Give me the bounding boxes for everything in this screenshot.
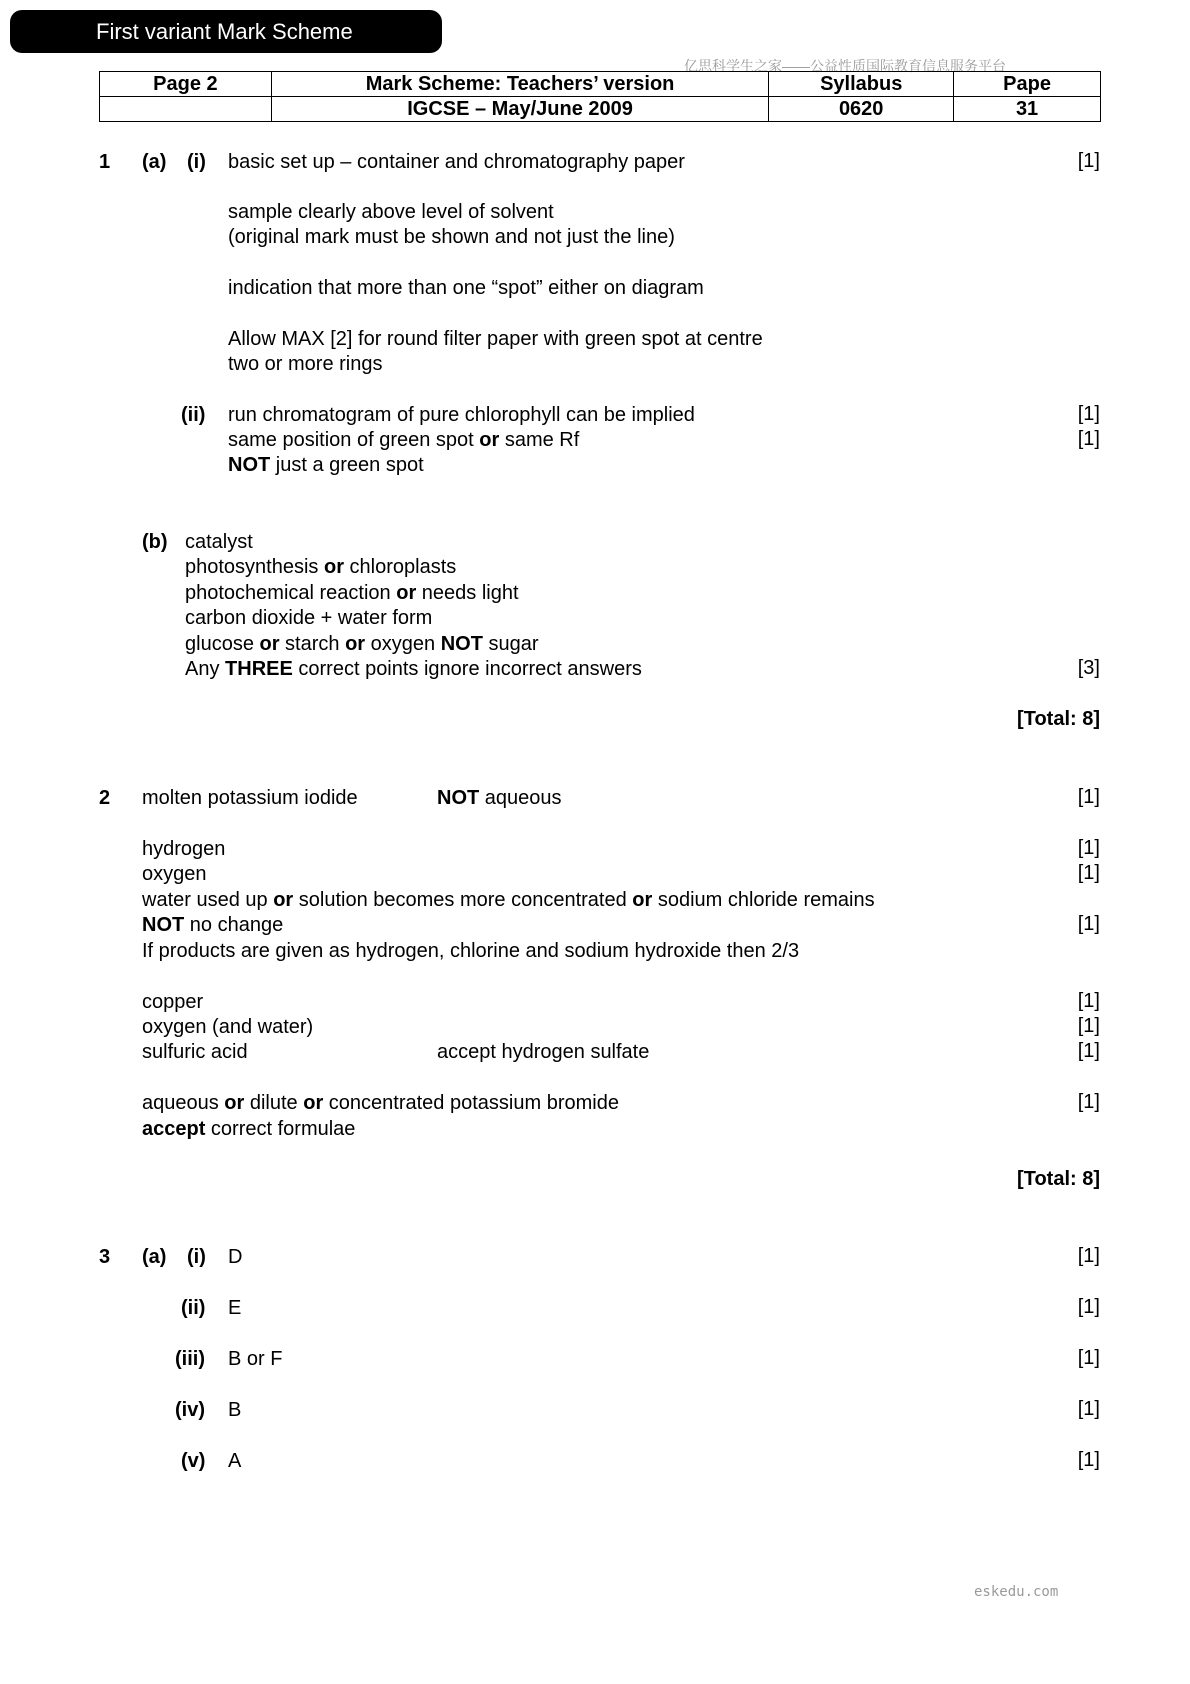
q3-item-mark: [1] <box>1077 1245 1100 1267</box>
q1-b-line3: photochemical reaction or needs light <box>185 582 519 604</box>
q1-ii-line1: run chromatogram of pure chlorophyll can be implied <box>228 404 695 426</box>
q1-mark-3: [1] <box>1077 428 1100 450</box>
q2-mark-3: [1] <box>1077 862 1100 884</box>
q1-line5: Allow MAX [2] for round filter paper with green spot at centre <box>228 328 763 350</box>
q3-item-label: (v) <box>181 1450 206 1472</box>
q3-number: 3 <box>99 1246 111 1268</box>
q3-item-answer: B <box>228 1399 242 1421</box>
q1-ii-line3: NOT just a green spot <box>228 454 424 476</box>
q3-item-answer: D <box>228 1246 243 1268</box>
header-row-1 <box>100 72 1101 97</box>
q2-line5: NOT no change <box>142 914 284 936</box>
q1-number: 1 <box>99 151 111 173</box>
q3-item-mark: [1] <box>1077 1449 1100 1471</box>
q2-line4: water used up or solution becomes more concentrated or sodium chloride remains <box>142 889 875 911</box>
variant-banner: First variant Mark Scheme <box>10 10 442 53</box>
q1-part-b: (b) <box>142 531 168 553</box>
q1-b-line5: glucose or starch or oxygen NOT sugar <box>185 633 539 655</box>
q2-line7: copper <box>142 991 204 1013</box>
q3-item-mark: [1] <box>1077 1296 1100 1318</box>
q1-b-line1: catalyst <box>185 531 253 553</box>
header-page: Page 2 <box>100 72 272 97</box>
q1-line2: sample clearly above level of solvent <box>228 201 554 223</box>
q1-mark-2: [1] <box>1077 403 1100 425</box>
q1-mark-4: [3] <box>1077 657 1100 679</box>
watermark: 亿思科学生之家——公益性质国际教育信息服务平台 <box>684 58 1006 74</box>
q2-mark-4: [1] <box>1077 913 1100 935</box>
q3-item-label: (ii) <box>181 1297 206 1319</box>
q1-mark-1: [1] <box>1077 150 1100 172</box>
q1-b-line6: Any THREE correct points ignore incorrect answers <box>185 658 642 680</box>
q2-line6: If products are given as hydrogen, chlorine and sodium hydroxide then 2/3 <box>142 940 800 962</box>
q3-item-answer: B or F <box>228 1348 283 1370</box>
q3-item-mark: [1] <box>1077 1398 1100 1420</box>
q2-line10: aqueous or dilute or concentrated potassium bromide <box>142 1092 619 1114</box>
q2-line11: accept correct formulae <box>142 1118 356 1140</box>
q1-ii-line2: same position of green spot or same Rf <box>228 429 580 451</box>
header-syllabus-code: 0620 <box>769 97 954 122</box>
q2-mark-8: [1] <box>1077 1091 1100 1113</box>
q2-number: 2 <box>99 787 111 809</box>
q2-mark-6: [1] <box>1077 1015 1100 1037</box>
q1-total: [Total: 8] <box>1017 708 1100 730</box>
header-syllabus-label: Syllabus <box>769 72 954 97</box>
q3-item-label: (i) <box>187 1246 206 1268</box>
q1-part-a: (a) <box>142 151 167 173</box>
q1-line4: indication that more than one “spot” either on diagram <box>228 277 704 299</box>
header-title: Mark Scheme: Teachers’ version <box>271 72 768 97</box>
q3-part-a: (a) <box>142 1246 167 1268</box>
header-empty <box>100 97 272 122</box>
header-row-2 <box>100 97 1101 122</box>
q3-item-answer: E <box>228 1297 242 1319</box>
footer-site: eskedu.com <box>974 1584 1059 1600</box>
q2-line1a: molten potassium iodide <box>142 787 358 809</box>
header-paper-label: Pape <box>954 72 1101 97</box>
q3-item-label: (iii) <box>175 1348 205 1370</box>
q2-mark-5: [1] <box>1077 990 1100 1012</box>
q2-mark-1: [1] <box>1077 786 1100 808</box>
q1-a-i: (i) <box>187 151 206 173</box>
q1-b-line4: carbon dioxide + water form <box>185 607 433 629</box>
q1-line1: basic set up – container and chromatography paper <box>228 151 685 173</box>
q3-item-answer: A <box>228 1450 242 1472</box>
q1-b-line2: photosynthesis or chloroplasts <box>185 556 457 578</box>
q2-line1b: NOT aqueous <box>437 787 562 809</box>
q2-mark-7: [1] <box>1077 1040 1100 1062</box>
q2-mark-2: [1] <box>1077 837 1100 859</box>
header-table <box>99 71 1101 122</box>
q1-a-ii: (ii) <box>181 404 206 426</box>
q2-line3: oxygen <box>142 863 207 885</box>
q2-line8: oxygen (and water) <box>142 1016 314 1038</box>
q3-item-label: (iv) <box>175 1399 205 1421</box>
q2-total: [Total: 8] <box>1017 1168 1100 1190</box>
q2-line2: hydrogen <box>142 838 226 860</box>
header-paper-number: 31 <box>954 97 1101 122</box>
q1-line6: two or more rings <box>228 353 383 375</box>
q2-line9b: accept hydrogen sulfate <box>437 1041 650 1063</box>
q2-line9a: sulfuric acid <box>142 1041 248 1063</box>
q3-item-mark: [1] <box>1077 1347 1100 1369</box>
header-exam: IGCSE – May/June 2009 <box>271 97 768 122</box>
q1-line3: (original mark must be shown and not just the line) <box>228 226 675 248</box>
